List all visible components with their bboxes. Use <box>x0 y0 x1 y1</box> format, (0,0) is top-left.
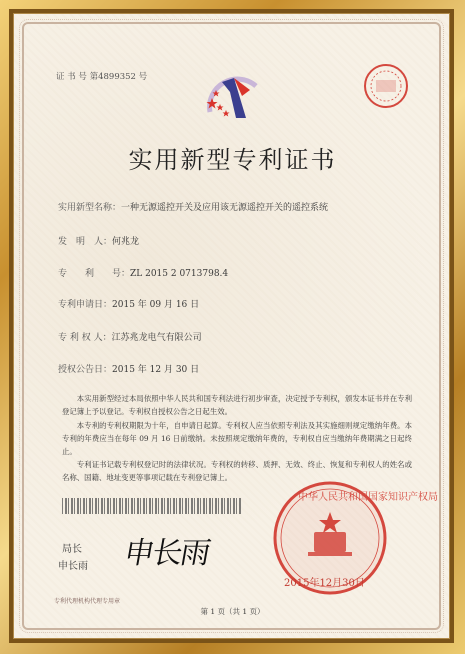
paragraph-term: 本专利的专利权期限为十年，自申请日起算。专利权人应当依照专利法及其实施细则规定缴纳年费。本专利的年费应当在每年 09 月 16 日前缴纳。未按照规定缴纳年费的，专利权自应当缴纳年费期满之日起终止。 <box>62 421 412 456</box>
field-label: 专 利 权 人： <box>58 333 112 343</box>
certificate-title: 实用新型专利证书 <box>128 146 337 174</box>
certificate-number: 证 书 号 第4899352 号 <box>56 72 148 82</box>
field-value: 2015 年 12 月 30 日 <box>112 365 200 375</box>
seal-text: 中华人民共和国国家知识产权局 <box>298 492 438 503</box>
field-inventor <box>58 234 139 247</box>
field-label: 专利申请日： <box>58 300 113 310</box>
field-label: 实用新型名称： <box>58 203 122 213</box>
paragraph-legal-status: 专利证书记载专利权登记时的法律状况。专利权的转移、质押、无效、终止、恢复和专利权人的姓名或名称、国籍、地址变更等事项记载在专利登记簿上。 <box>62 460 412 482</box>
page-footer: 第 1 页（共 1 页） <box>200 607 265 616</box>
director-title: 局长 <box>62 544 82 555</box>
field-grant-date <box>58 362 199 375</box>
director-signature: 申长雨 <box>121 536 212 571</box>
barcode <box>62 498 242 514</box>
field-value: 2015 年 09 月 16 日 <box>112 300 200 310</box>
agency-stamp-icon <box>362 62 410 110</box>
agency-stamp-text: 专利代理机构代理专用章 <box>54 598 121 605</box>
field-value: 江苏兆龙电气有限公司 <box>111 333 202 343</box>
field-label: 专 利 号： <box>58 269 131 279</box>
field-application-date <box>58 297 199 310</box>
paragraph-grant: 本实用新型经过本局依照中华人民共和国专利法进行初步审查，决定授予专利权，颁发本证书并在专利登记簿上予以登记。专利权自授权公告之日起生效。 <box>62 394 412 416</box>
field-value: 何兆龙 <box>112 237 140 247</box>
field-patentee <box>58 330 202 343</box>
field-label: 授权公告日： <box>58 365 113 375</box>
field-patent-number <box>58 266 228 279</box>
field-utility-model-name <box>58 200 328 213</box>
field-value: 一种无源遥控开关及应用该无源遥控开关的遥控系统 <box>121 203 329 213</box>
seal-date: 2015年12月30日 <box>284 578 365 589</box>
director-name: 申长雨 <box>58 561 88 572</box>
field-label: 发 明 人： <box>58 237 113 247</box>
patent-office-emblem-icon <box>202 68 264 128</box>
field-value: ZL 2015 2 0713798.4 <box>130 269 229 279</box>
